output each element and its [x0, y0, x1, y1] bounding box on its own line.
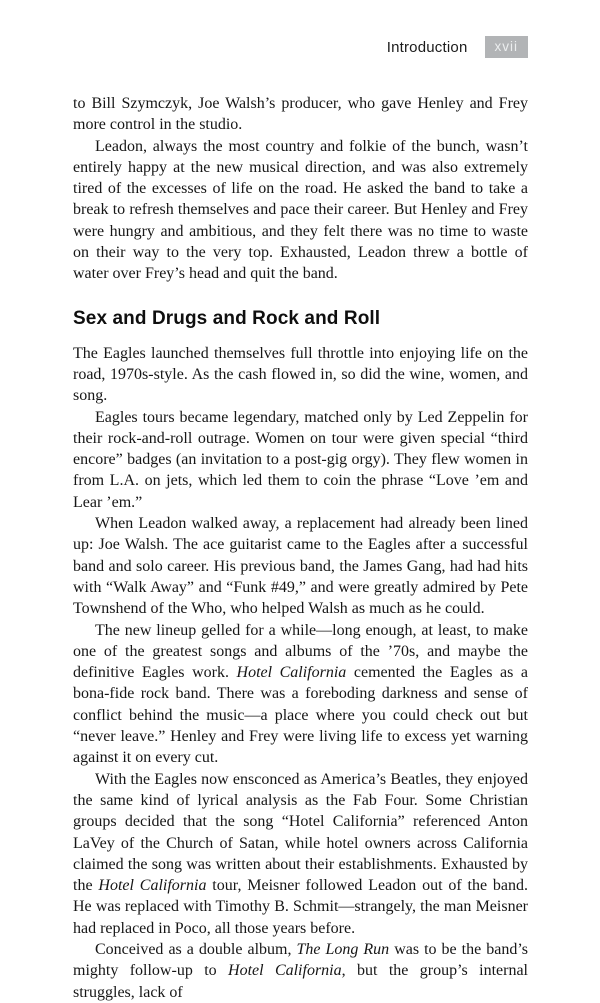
paragraph — [73, 939, 528, 1003]
section-heading: Sex and Drugs and Rock and Roll — [73, 307, 381, 329]
paragraph — [73, 407, 528, 513]
italic-title-text: Hotel California — [236, 664, 347, 682]
paragraph — [73, 343, 528, 407]
page-header — [73, 36, 528, 58]
text-run: When Leadon walked away, a replacement had already been lined up: Joe Walsh. The ace guitarist came to the Eagles after a successful band and solo career. His previous band, the James Gang, had had hits with “Walk Away” and “Funk #49,” and were greatly admired by Pete Townshend of the Who, who helped Walsh as much as he could. — [73, 515, 528, 618]
paragraph — [73, 93, 528, 136]
page-body — [73, 93, 528, 1003]
paragraph — [73, 136, 528, 285]
paragraph — [73, 769, 528, 939]
text-run: Conceived as a double album, — [95, 940, 297, 958]
text-run: to Bill Szymczyk, Joe Walsh’s producer, who gave Henley and Frey more control in the studio. — [73, 95, 528, 134]
italic-title-text: Hotel California — [98, 877, 207, 895]
paragraph — [73, 513, 528, 619]
page-number-badge: xvii — [485, 36, 529, 58]
italic-title-text: Hotel California — [228, 962, 342, 980]
text-run: cemented the Eagles as a bona-fide rock band. There was a foreboding darkness and sense of conflict behind the music—a place where you could check out but “never leave.” Henley and Frey were living life to excess yet warning against it on every cut. — [73, 664, 529, 767]
italic-title-text: The Long Run — [296, 940, 390, 958]
text-run: The Eagles launched themselves full throttle into enjoying life on the road, 1970s-style. As the cash flowed in, so did the wine, women, and song. — [73, 344, 528, 405]
running-head: Introduction — [386, 38, 468, 56]
text-run: was to be the band’s mighty follow-up to — [73, 940, 528, 980]
text-run: Leadon, always the most country and folkie of the bunch, wasn’t entirely happy at the new musical direction, and was also extremely tired of the excesses of life on the road. He asked the band to take a break to refresh themselves and pace their career. But Henley and Frey were hungry and ambitious, and they felt there was no time to waste on their way to the very top. Exhausted, Leadon threw a bottle of water over Frey’s head and quit the band. — [73, 137, 528, 283]
text-run: tour, Meisner followed Leadon out of the band. He was replaced with Timothy B. Schmit—strangely, the man Meisner had replaced in Poco, all those years before. — [73, 877, 529, 937]
text-run: The new lineup gelled for a while—long enough, at least, to make one of the greatest songs and albums of the ’70s, and maybe the definitive Eagles work. — [73, 621, 528, 682]
paragraph — [73, 620, 528, 769]
text-run: Eagles tours became legendary, matched only by Led Zeppelin for their rock-and-roll outrage. Women on tour were given special “third encore” badges (an invitation to a post-gig orgy). They flew women in from L.A. on jets, which led them to coin the phrase “Love ’em and Lear ’em.” — [73, 408, 528, 511]
text-run: , but the group’s internal struggles, lack of — [73, 962, 528, 1001]
text-run: With the Eagles now ensconced as America’s Beatles, they enjoyed the same kind of lyrical analysis as the Fab Four. Some Christian groups decided that the song “Hotel California” referenced Anton LaVey of the Church of Satan, while hotel owners across California claimed the song was written about their establishments. Exhausted by the — [73, 770, 528, 895]
